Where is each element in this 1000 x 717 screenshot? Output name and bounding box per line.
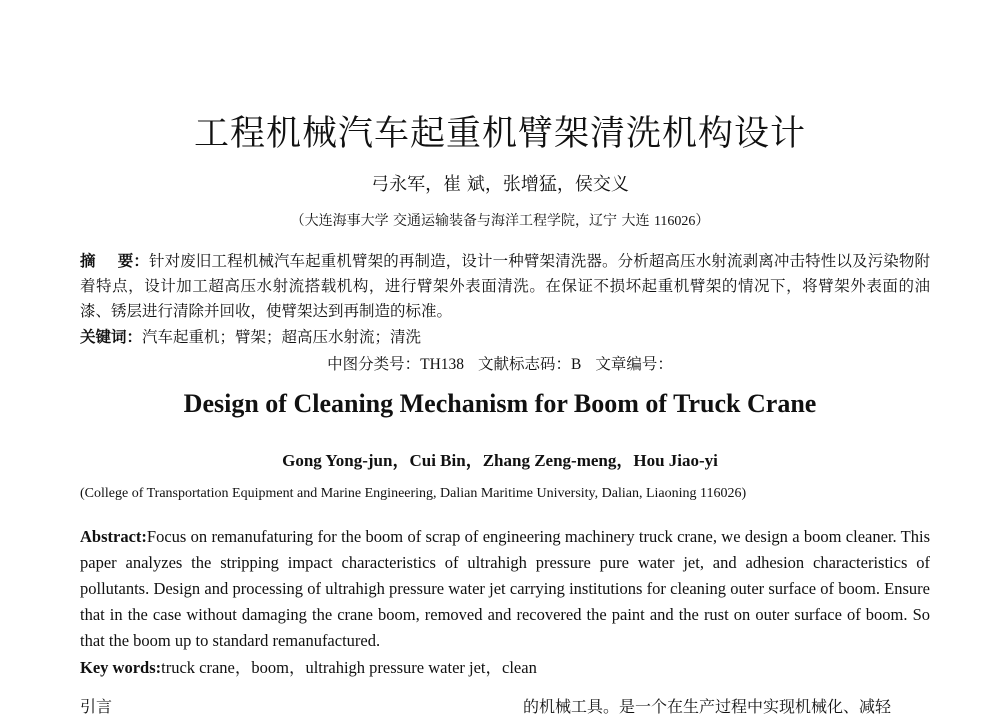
keywords-cn: [80, 325, 930, 350]
authors-en: Gong Yong-jun，Cui Bin，Zhang Zeng-meng，Hou Jiao-yi: [282, 451, 718, 470]
keywords-en: [80, 654, 537, 678]
keywords-en-text: truck crane，boom，ultrahigh pressure water jet，clean: [161, 658, 537, 677]
affiliation-cn-zip: 116026）: [653, 214, 710, 229]
classification-line: [0, 352, 1000, 374]
doc-code-label: 文献标志码：: [478, 355, 572, 373]
clc-value: TH138: [420, 356, 465, 373]
abstract-en-label: Abstract:: [80, 527, 147, 546]
abstract-en: [80, 524, 930, 654]
section-heading-introduction: 引言: [80, 697, 113, 716]
doc-code-value: B: [571, 356, 582, 373]
affiliation-cn-text: （大连海事大学 交通运输装备与海洋工程学院，辽宁 大连: [290, 213, 650, 229]
article-number-label: 文章编号：: [595, 355, 673, 373]
abstract-cn: [80, 249, 930, 324]
abstract-en-text: Focus on remanufaturing for the boom of scrap of engineering machinery truck crane, we design a boom cleaner. This paper analyzes the stripping impact characteristics of ultrahigh pressure pure water jet, and adhesion characteristics of pollutants. Design and processing of ultrahigh pressure water jet carrying institutions for cleaning outer surface of boom. Ensure that in the case without damaging the crane boom, removed and recovered the paint and the rust on outer surface of boom. So that the boom up to standard remanufactured.: [80, 527, 930, 650]
authors-cn: 弓永军，崔 斌，张增猛，侯交义: [371, 174, 629, 195]
paper-title-cn: 工程机械汽车起重机臂架清洗机构设计: [193, 114, 806, 154]
keywords-en-label: Key words:: [80, 658, 162, 677]
abstract-cn-label: 摘 要：: [80, 252, 149, 270]
keywords-cn-text: 汽车起重机；臂架；超高压水射流；清洗: [142, 328, 422, 346]
keywords-cn-label: 关键词：: [80, 328, 143, 346]
clc-label: 中图分类号：: [327, 355, 421, 373]
affiliation-cn: [0, 210, 1000, 230]
paper-title-en: Design of Cleaning Mechanism for Boom of Truck Crane: [183, 389, 817, 418]
abstract-cn-text: 针对废旧工程机械汽车起重机臂架的再制造，设计一种臂架清洗器。分析超高压水射流剥离冲击特性以及污染物附着特点，设计加工超高压水射流搭载机构，进行臂架外表面清洗。在保证不损坏起重机臂架的情况下，将臂架外表面的油漆、锈层进行清除并回收，使臂架达到再制造的标准。: [80, 252, 930, 320]
body-text-right-column: 的机械工具。是一个在生产过程中实现机械化、减轻: [523, 697, 892, 716]
affiliation-en: (College of Transportation Equipment and Marine Engineering, Dalian Maritime University, Dalian, Liaoning 116026): [80, 486, 747, 501]
